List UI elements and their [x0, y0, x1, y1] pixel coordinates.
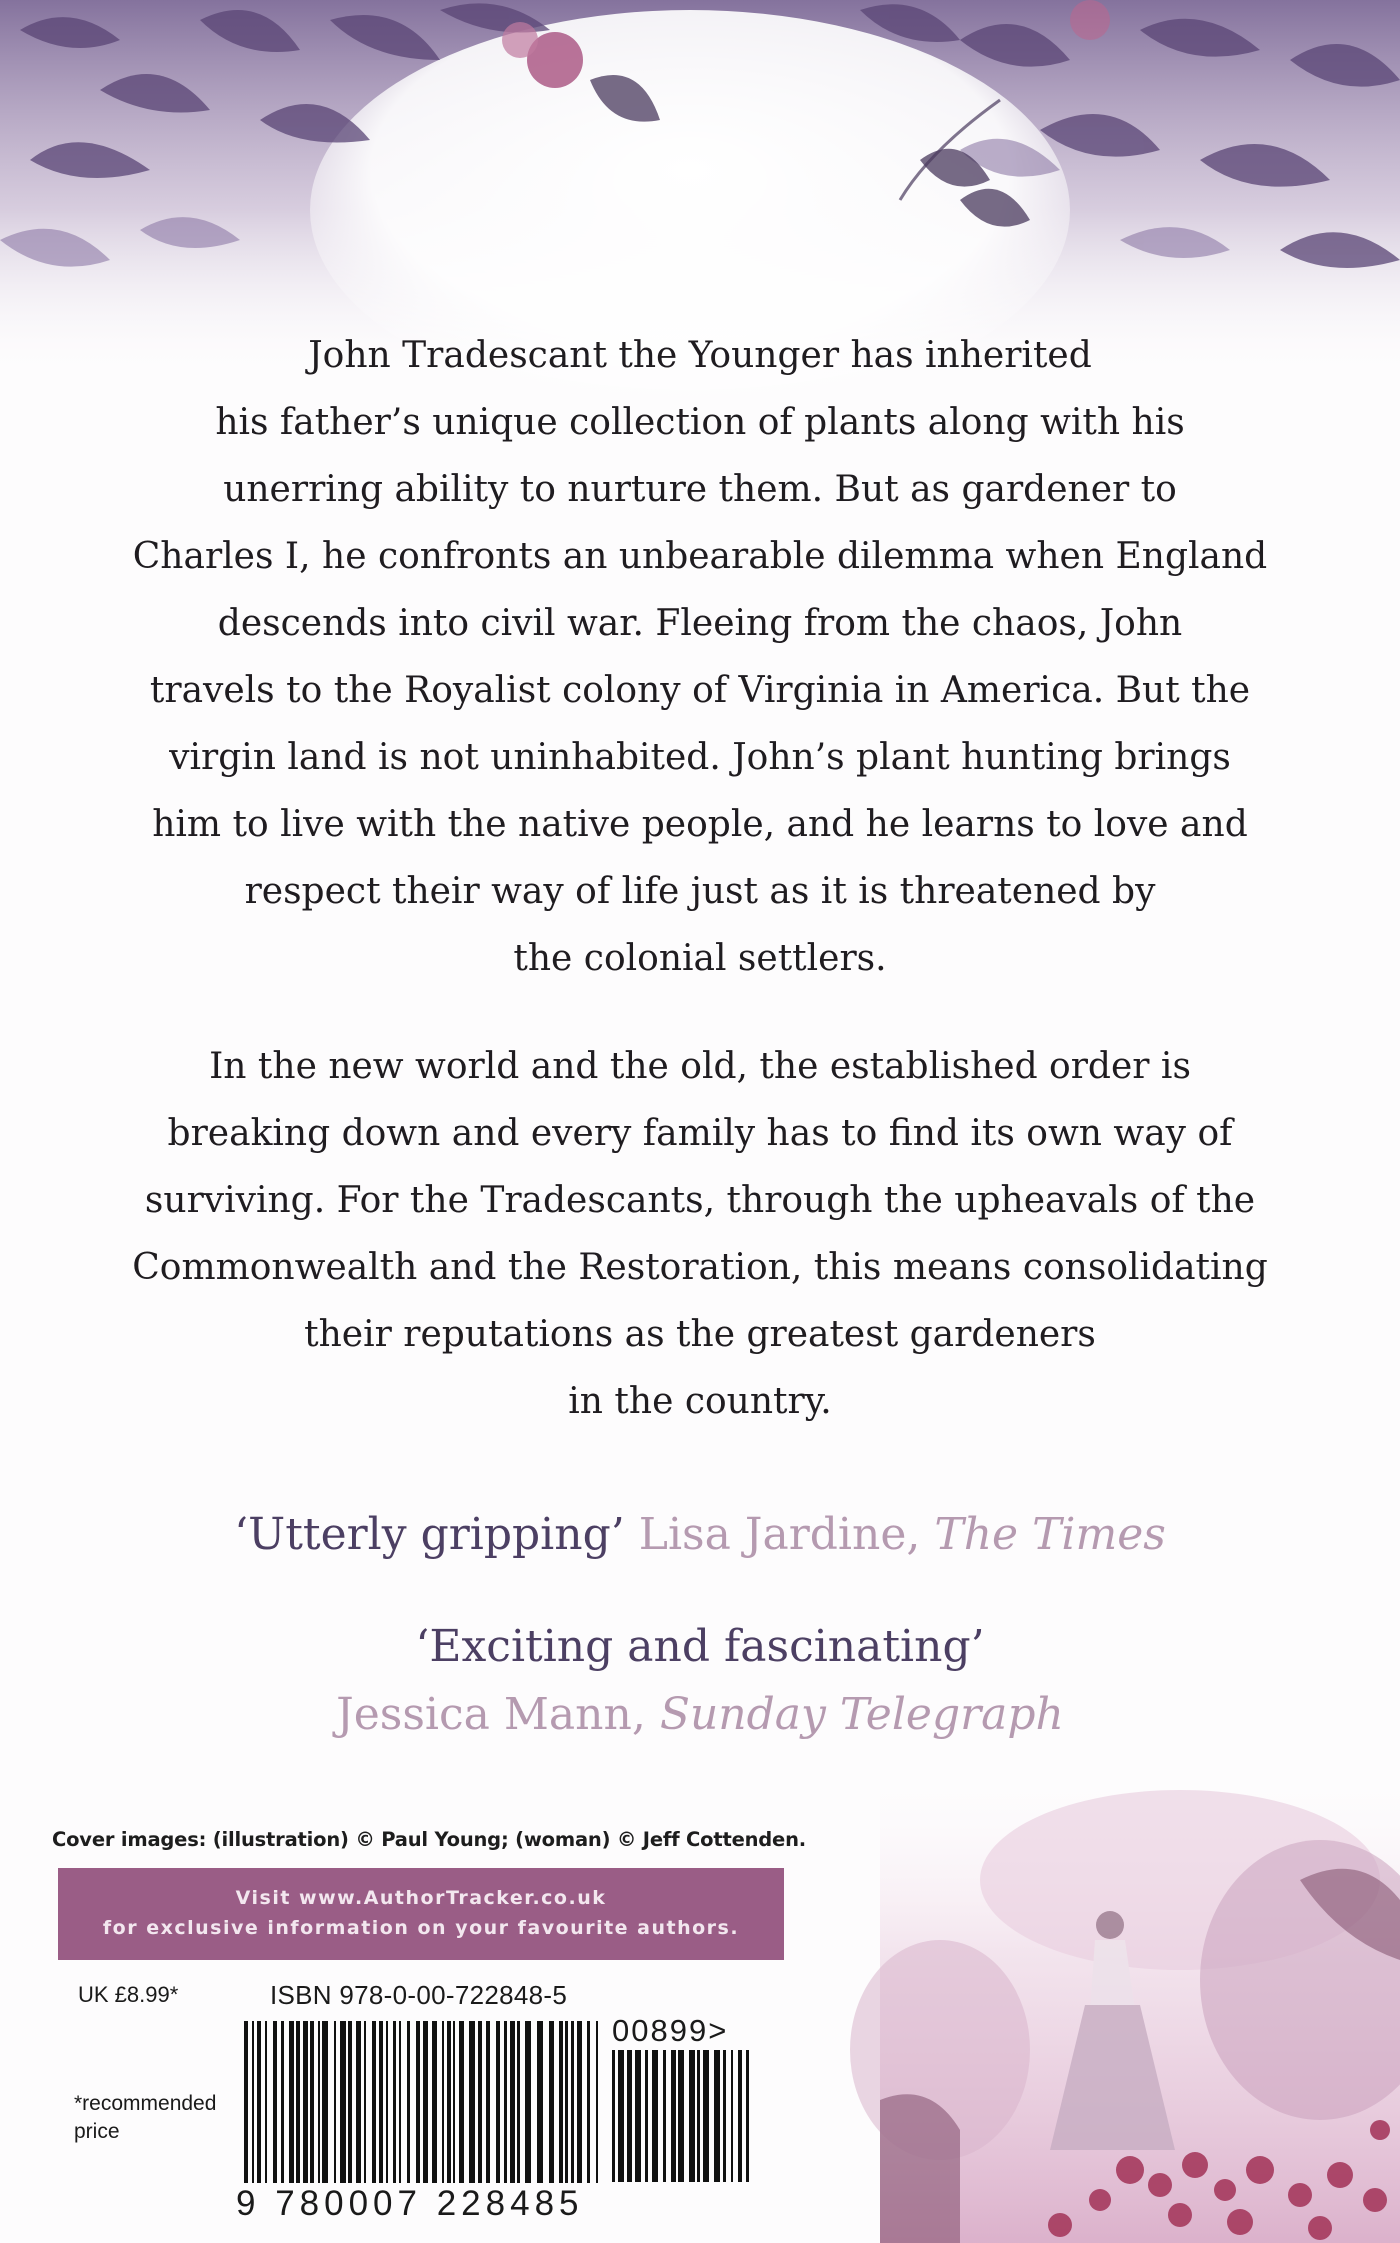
barcode-bar [510, 2021, 515, 2183]
blurb-line: the colonial settlers. [513, 938, 887, 979]
barcode-bar [340, 2021, 346, 2183]
barcode-bar [571, 2021, 574, 2183]
quote-text: ‘Exciting and fascinating’ [415, 1621, 985, 1672]
review-quote-2-attribution [0, 1685, 1400, 1745]
blurb-line: Commonwealth and the Restoration, this means consolidating [132, 1247, 1268, 1288]
barcode-bar [689, 2050, 695, 2182]
barcode-bar [348, 2021, 352, 2183]
barcode-bar [364, 2021, 366, 2183]
blurb-line: breaking down and every family has to find its own way of [167, 1113, 1233, 1154]
addon-number: 00899 [612, 2013, 709, 2048]
barcode-bar [746, 2050, 749, 2182]
barcode-bar [372, 2021, 376, 2183]
barcode-bar [318, 2021, 320, 2183]
barcode-bar [618, 2050, 624, 2182]
barcode-bar [469, 2021, 475, 2183]
barcode-bar [432, 2021, 437, 2183]
barcode-bar [399, 2021, 401, 2183]
addon-barcode [612, 2050, 752, 2182]
blurb-line: travels to the Royalist colony of Virginia in America. But the [149, 670, 1251, 711]
barcode-bar [303, 2021, 308, 2183]
barcode-bar [252, 2021, 254, 2183]
quote-source: Jessica Mann, [336, 1689, 646, 1740]
barcode-bar [442, 2021, 444, 2183]
blurb-line: In the new world and the old, the established order is [209, 1046, 1191, 1087]
barcode-bar [244, 2021, 248, 2183]
addon-arrow: > [708, 2013, 729, 2048]
barcode-bar [265, 2021, 267, 2183]
barcode-bar [612, 2050, 615, 2182]
addon-digits [612, 2013, 728, 2049]
barcode-bar [635, 2050, 641, 2182]
review-quote-1 [0, 1505, 1400, 1565]
barcode-bar [334, 2021, 336, 2183]
blurb-paragraph-1 [110, 322, 1290, 992]
barcode-bar [731, 2050, 733, 2182]
blurb-line: unerring ability to nurture them. But as gardener to [223, 469, 1177, 510]
barcode-bar [423, 2021, 428, 2183]
quote-publication: Sunday Telegraph [659, 1689, 1064, 1740]
quote-source: Lisa Jardine, [638, 1509, 921, 1560]
barcode-bar [273, 2021, 277, 2183]
barcode-bar [416, 2021, 420, 2183]
pink-flower [502, 22, 538, 58]
blurb-line: respect their way of life just as it is threatened by [244, 871, 1156, 912]
pink-flower [1070, 0, 1110, 40]
blurb-line: John Tradescant the Younger has inherited [308, 335, 1092, 376]
barcode-bar [697, 2050, 700, 2182]
barcode-digits: 9 780007 228485 [236, 2184, 584, 2223]
barcode-bar [459, 2021, 464, 2183]
price: UK £8.99* [78, 1982, 179, 2007]
barcode-bar [525, 2021, 531, 2183]
barcode-bar [281, 2021, 284, 2183]
tracker-line-2: for exclusive information on your favourite authors. [102, 1917, 740, 1939]
blurb-line: virgin land is not uninhabited. John’s plant hunting brings [169, 737, 1231, 778]
barcode-bar [386, 2021, 388, 2183]
barcode-bar [549, 2021, 554, 2183]
barcode-bar [565, 2021, 568, 2183]
price-note: *recommended price [74, 2092, 217, 2143]
barcode-bar [723, 2050, 726, 2182]
barcode-bar [478, 2021, 482, 2183]
barcode-bar [645, 2050, 648, 2182]
barcode-bar [671, 2050, 676, 2182]
barcode-bar [663, 2050, 666, 2182]
barcode-bar [379, 2021, 383, 2183]
cover-credits: Cover images: (illustration) © Paul Young; (woman) © Jeff Cottenden. [52, 1828, 806, 1851]
quote-text: ‘Utterly gripping’ [234, 1509, 625, 1560]
barcode-bar [537, 2021, 543, 2183]
quote-publication: The Times [934, 1509, 1166, 1560]
barcode-bar [393, 2021, 396, 2183]
barcode-bar [559, 2021, 563, 2183]
blurb-line: Charles I, he confronts an unbearable dilemma when England [132, 536, 1268, 577]
blurb-line: surviving. For the Tradescants, through the upheavals of the [144, 1180, 1256, 1221]
barcode-bar [714, 2050, 720, 2182]
barcode-bar [596, 2021, 598, 2183]
barcode-bar [407, 2021, 410, 2183]
blurb-line: descends into civil war. Fleeing from the chaos, John [217, 603, 1183, 644]
barcode-bar [504, 2021, 507, 2183]
barcode-bar [257, 2021, 261, 2183]
barcode-bar [310, 2021, 314, 2183]
blurb-paragraph-2 [110, 1033, 1290, 1435]
barcode-bar [587, 2021, 590, 2183]
review-quote-2 [0, 1617, 1400, 1677]
barcode-bar [453, 2021, 455, 2183]
blurb-line: his father’s unique collection of plants along with his [215, 402, 1185, 443]
barcode-bar [322, 2021, 328, 2183]
blurb-line: him to live with the native people, and he learns to love and [152, 804, 1248, 845]
barcode-bar [486, 2021, 490, 2183]
barcode-bar [517, 2021, 520, 2183]
barcode-bar [652, 2050, 658, 2182]
barcode-bar [447, 2021, 451, 2183]
blurb-line: in the country. [568, 1381, 832, 1422]
barcode-bar [627, 2050, 632, 2182]
blurb-line: their reputations as the greatest gardeners [304, 1314, 1096, 1355]
barcode-bar [356, 2021, 361, 2183]
barcode-bar [678, 2050, 684, 2182]
barcode-bar [703, 2050, 709, 2182]
barcode-bar [738, 2050, 742, 2182]
barcode-bar [577, 2021, 582, 2183]
author-tracker-banner [58, 1868, 784, 1960]
barcode-bar [296, 2021, 300, 2183]
barcode-bar [496, 2021, 500, 2183]
barcode [244, 2021, 600, 2183]
isbn: ISBN 978-0-00-722848-5 [270, 1980, 568, 2010]
barcode-bar [289, 2021, 294, 2183]
tracker-line-1: Visit www.AuthorTracker.co.uk [235, 1887, 607, 1909]
